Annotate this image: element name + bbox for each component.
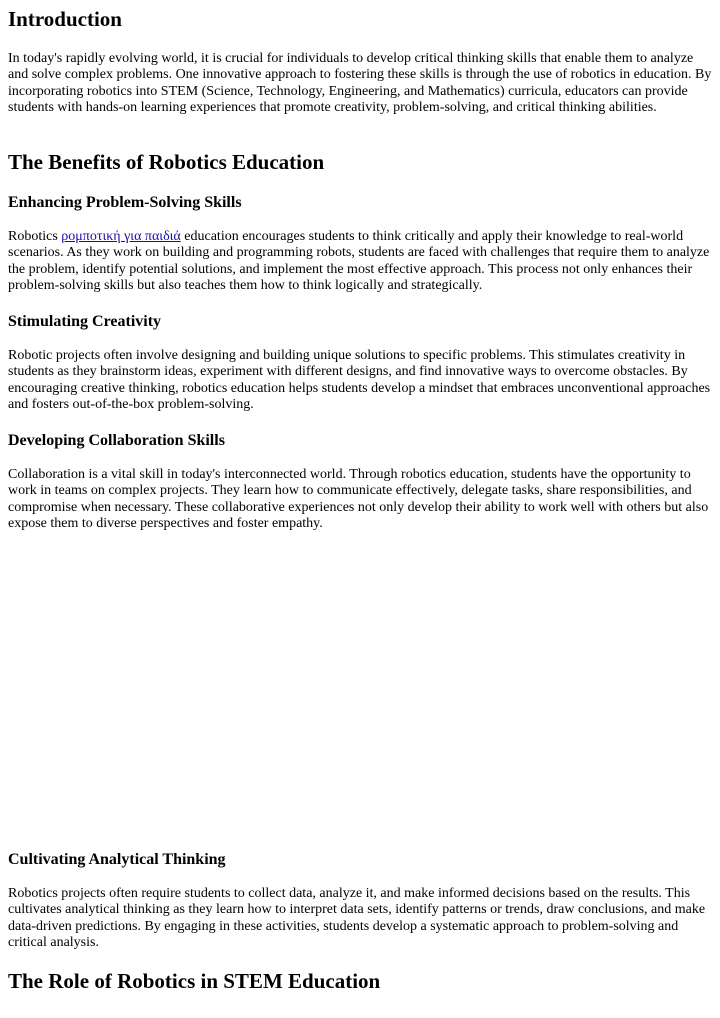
creativity-paragraph: Robotic projects often involve designing and building unique solutions to specific problems. This stimulates creativity in students as they brainstorm ideas, experiment with different designs, and find innovative ways to overcome obstacles. By encouraging creative thinking, robotics education helps students develop a mindset that embraces unconventional approaches and fosters out-of-the-box problem-solving. bbox=[8, 348, 711, 413]
analytical-heading: Cultivating Analytical Thinking bbox=[8, 851, 226, 868]
problem-solving-paragraph bbox=[8, 229, 714, 295]
stem-role-heading: The Role of Robotics in STEM Education bbox=[8, 969, 381, 993]
robotics-for-kids-link[interactable]: ρομποτική για παιδιά bbox=[61, 229, 181, 244]
problem-solving-text-end: education encourages students to think critically and apply their knowledge to real-world scenarios. As they work on building and programming robots, students are faced with challenges that require them to analyze the problem, identify potential solutions, and implement the most effective approach. This process not only enhances their problem-solving skills but also teaches them how to think logically and strategically. bbox=[8, 229, 710, 294]
collaboration-heading: Developing Collaboration Skills bbox=[8, 432, 225, 449]
benefits-heading: The Benefits of Robotics Education bbox=[8, 150, 325, 174]
analytical-paragraph: Robotics projects often require students to collect data, analyze it, and make informed decisions based on the results. This cultivates analytical thinking as they learn how to interpret data sets, identify patterns or trends, draw conclusions, and make data-driven predictions. By engaging in these activities, students develop a systematic approach to problem-solving and critical analysis. bbox=[8, 886, 706, 951]
problem-solving-text-start: Robotics bbox=[8, 229, 62, 244]
intro-heading: Introduction bbox=[8, 7, 122, 31]
intro-paragraph: In today's rapidly evolving world, it is crucial for individuals to develop critical thinking skills that enable them to analyze and solve complex problems. One innovative approach to fostering these skills is through the use of robotics in education. By incorporating robotics into STEM (Science, Technology, Engineering, and Mathematics) curricula, educators can provide students with hands-on learning experiences that promote creativity, problem-solving, and critical thinking abilities. bbox=[8, 51, 712, 116]
collaboration-paragraph: Collaboration is a vital skill in today's interconnected world. Through robotics education, students have the opportunity to work in teams on complex projects. They learn how to communicate effectively, delegate tasks, share responsibilities, and compromise when necessary. These collaborative experiences not only develop their ability to work well with others but also expose them to diverse perspectives and foster empathy. bbox=[8, 467, 709, 532]
problem-solving-heading: Enhancing Problem-Solving Skills bbox=[8, 194, 242, 211]
creativity-heading: Stimulating Creativity bbox=[8, 313, 162, 330]
